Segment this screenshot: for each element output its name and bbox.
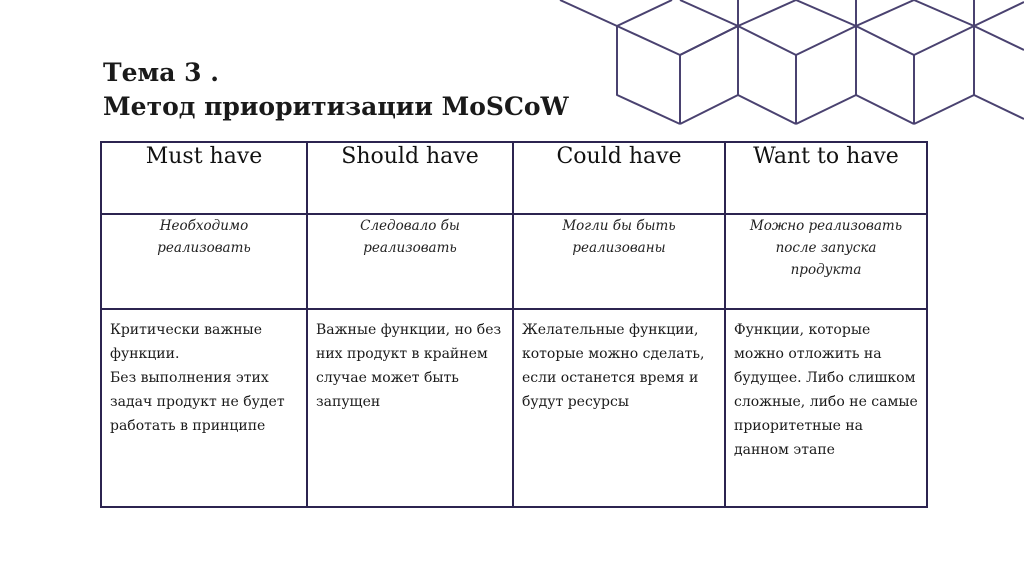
page-title: [103, 56, 569, 124]
description-could-have: Желательные функции, которые можно сделать, если останется время и будут ресурсы: [522, 322, 705, 410]
header-must-have: Must have: [101, 142, 307, 214]
meaning-want-to-have: Можно реализовать после запуска продукта: [749, 218, 903, 278]
description-want-to-have: Функции, которые можно отложить на будущее. Либо слишком сложные, либо не самые приоритетные на данном этапе: [734, 322, 918, 458]
meaning-could-have: Могли бы быть реализованы: [562, 218, 676, 256]
title-line-method: Метод приоритизации MoSCoW: [103, 92, 569, 121]
description-must-have: Критически важные функции. Без выполнения этих задач продукт не будет работать в принципе: [110, 322, 285, 434]
title-line-topic: Тема 3 .: [103, 58, 219, 87]
meaning-cell: [307, 214, 513, 309]
moscow-table: [100, 141, 928, 508]
meaning-should-have: Следовало бы реализовать: [360, 218, 460, 256]
meaning-must-have: Необходимо реализовать: [157, 218, 251, 256]
description-row: [101, 309, 927, 507]
meaning-row: [101, 214, 927, 309]
header-want-to-have: Want to have: [725, 142, 927, 214]
header-row: [101, 142, 927, 214]
description-should-have: Важные функции, но без них продукт в крайнем случае может быть запущен: [316, 322, 502, 410]
description-cell: [725, 309, 927, 507]
header-could-have: Could have: [513, 142, 725, 214]
header-should-have: Should have: [307, 142, 513, 214]
description-cell: [513, 309, 725, 507]
meaning-cell: [101, 214, 307, 309]
description-cell: [101, 309, 307, 507]
meaning-cell: [513, 214, 725, 309]
description-cell: [307, 309, 513, 507]
meaning-cell: [725, 214, 927, 309]
